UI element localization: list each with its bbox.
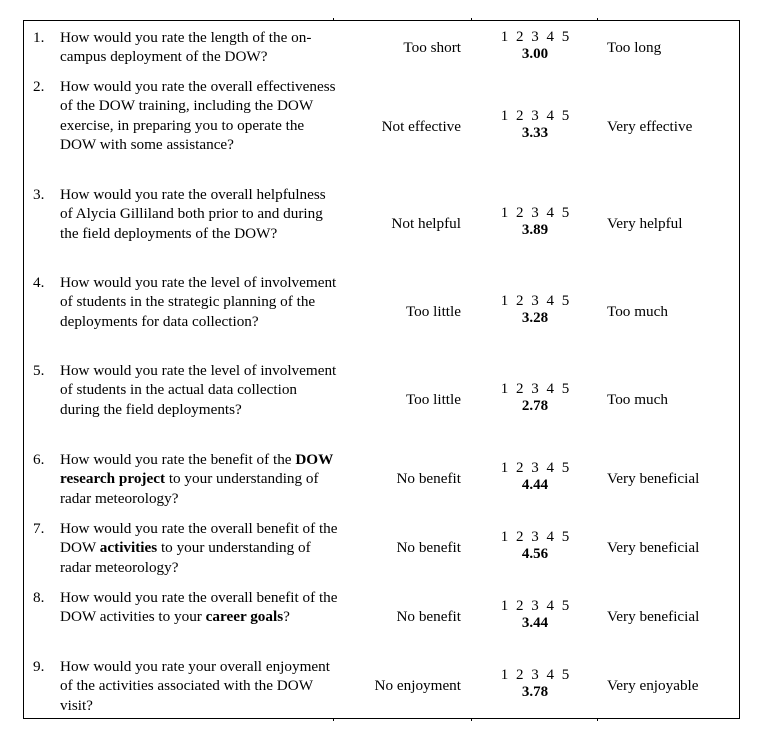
mean-score: 3.44 bbox=[521, 615, 549, 631]
mean-score: 4.56 bbox=[521, 546, 549, 562]
column-divider-tick bbox=[597, 718, 598, 721]
scale-low-label: No benefit bbox=[396, 539, 461, 556]
question-text: How would you rate the overall effectiveness of the DOW training, including the DOW exercise, in preparing you to operate the DOW with some assistance? bbox=[60, 78, 336, 153]
scale-high-label: Too much bbox=[607, 391, 668, 408]
scale-numbers: 1 2 3 4 5 bbox=[500, 205, 570, 221]
column-divider-tick bbox=[333, 18, 334, 21]
rating-scale bbox=[487, 597, 583, 631]
question-text: How would you rate the length of the on-campus deployment of the DOW? bbox=[60, 29, 312, 66]
question-text: How would you rate the overall benefit of the DOW activities to your understanding of radar meteorology? bbox=[60, 520, 338, 576]
question-number: 6. bbox=[33, 451, 45, 468]
question-number: 5. bbox=[33, 362, 45, 379]
scale-high-label: Very enjoyable bbox=[607, 677, 699, 694]
question-number: 2. bbox=[33, 78, 45, 95]
rating-scale bbox=[487, 204, 583, 238]
question-number: 4. bbox=[33, 274, 45, 291]
question-text: How would you rate the level of involvement of students in the actual data collection during the field deployments? bbox=[60, 362, 337, 418]
scale-numbers: 1 2 3 4 5 bbox=[500, 29, 570, 45]
question-number: 3. bbox=[33, 186, 45, 203]
rating-scale bbox=[487, 28, 583, 62]
scale-numbers: 1 2 3 4 5 bbox=[500, 460, 570, 476]
question-number: 9. bbox=[33, 658, 45, 675]
scale-low-label: Not effective bbox=[381, 118, 461, 135]
scale-numbers: 1 2 3 4 5 bbox=[500, 293, 570, 309]
rating-scale bbox=[487, 107, 583, 141]
column-divider-tick bbox=[471, 718, 472, 721]
scale-high-label: Too long bbox=[607, 39, 662, 56]
mean-score: 3.33 bbox=[521, 125, 549, 141]
scale-numbers: 1 2 3 4 5 bbox=[500, 381, 570, 397]
scale-low-label: Too little bbox=[405, 303, 461, 320]
scale-low-label: No benefit bbox=[396, 608, 461, 625]
scale-high-label: Very beneficial bbox=[607, 470, 700, 487]
scale-high-label: Very helpful bbox=[607, 215, 683, 232]
scale-low-label: No enjoyment bbox=[374, 677, 461, 694]
question-text: How would you rate the level of involvement of students in the strategic planning of the deployments for data collection? bbox=[60, 274, 337, 330]
mean-score: 2.78 bbox=[521, 398, 549, 414]
scale-low-label: Too short bbox=[403, 39, 461, 56]
question-text: How would you rate the benefit of the DOW research project to your understanding of radar meteorology? bbox=[60, 451, 334, 507]
scale-numbers: 1 2 3 4 5 bbox=[500, 108, 570, 124]
question-text: How would you rate the overall helpfulness of Alycia Gilliland both prior to and during the field deployments of the DOW? bbox=[60, 186, 326, 242]
question-text: How would you rate the overall benefit of the DOW activities to your career goals? bbox=[60, 589, 338, 626]
rating-scale bbox=[487, 666, 583, 700]
mean-score: 4.44 bbox=[521, 477, 549, 493]
scale-low-label: Not helpful bbox=[391, 215, 461, 232]
scale-numbers: 1 2 3 4 5 bbox=[500, 598, 570, 614]
column-divider-tick bbox=[333, 718, 334, 721]
scale-high-label: Very beneficial bbox=[607, 539, 700, 556]
survey-table bbox=[23, 20, 740, 719]
rating-scale bbox=[487, 528, 583, 562]
mean-score: 3.00 bbox=[521, 46, 549, 62]
scale-high-label: Very effective bbox=[607, 118, 693, 135]
scale-high-label: Too much bbox=[607, 303, 668, 320]
mean-score: 3.28 bbox=[521, 310, 549, 326]
column-divider-tick bbox=[597, 18, 598, 21]
scale-low-label: Too little bbox=[405, 391, 461, 408]
scale-high-label: Very beneficial bbox=[607, 608, 700, 625]
scale-low-label: No benefit bbox=[396, 470, 461, 487]
rating-scale bbox=[487, 380, 583, 414]
rating-scale bbox=[487, 459, 583, 493]
column-divider-tick bbox=[471, 18, 472, 21]
question-number: 1. bbox=[33, 29, 45, 46]
mean-score: 3.78 bbox=[521, 684, 549, 700]
scale-numbers: 1 2 3 4 5 bbox=[500, 667, 570, 683]
mean-score: 3.89 bbox=[521, 222, 549, 238]
scale-numbers: 1 2 3 4 5 bbox=[500, 529, 570, 545]
question-number: 7. bbox=[33, 520, 45, 537]
question-text: How would you rate your overall enjoyment of the activities associated with the DOW visit? bbox=[60, 658, 330, 714]
question-number: 8. bbox=[33, 589, 45, 606]
rating-scale bbox=[487, 292, 583, 326]
